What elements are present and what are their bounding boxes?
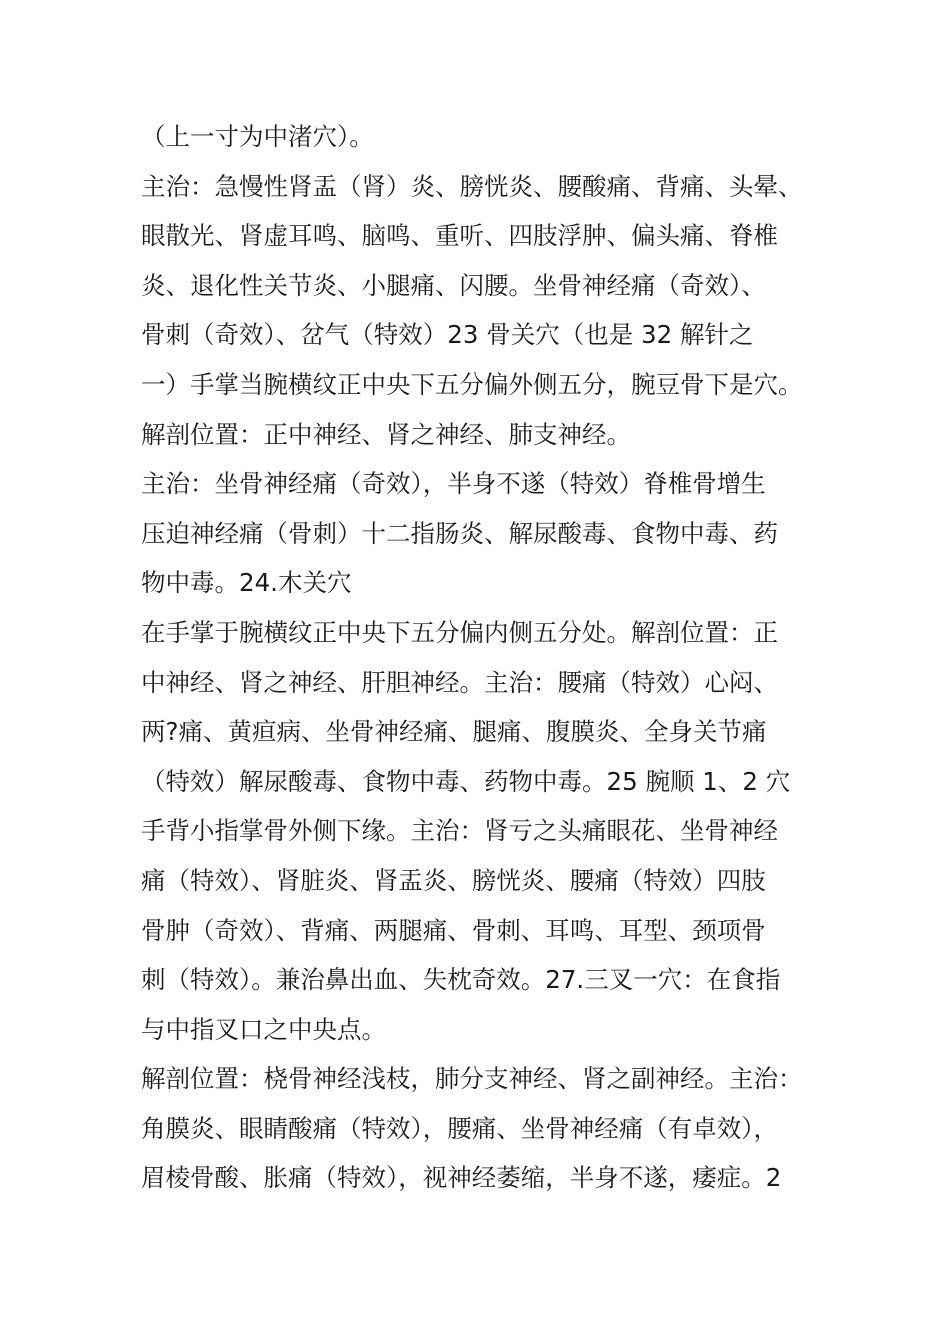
text-line: 一）手掌当腕横纹正中央下五分偏外侧五分，腕豆骨下是穴。	[141, 369, 803, 399]
text-line: （特效）解尿酸毒、食物中毒、药物中毒。25 腕顺 1、2 穴	[141, 766, 791, 796]
text-line: 解剖位置：桡骨神经浅枝，肺分支神经、肾之副神经。主治：	[141, 1064, 803, 1094]
text-line: 眉棱骨酸、胀痛（特效），视神经萎缩，半身不遂，痿症。2	[141, 1163, 782, 1193]
text-line: 主治：坐骨神经痛（奇效），半身不遂（特效）脊椎骨增生	[141, 469, 766, 499]
text-line: 炎、退化性关节炎、小腿痛、闪腰。坐骨神经痛（奇效）、	[141, 270, 766, 300]
text-line: 与中指叉口之中央点。	[141, 1014, 386, 1044]
text-line: 解剖位置：正中神经、肾之神经、肺支神经。	[141, 419, 631, 449]
text-line: 角膜炎、眼睛酸痛（特效），腰痛、坐骨神经痛（有卓效），	[141, 1113, 778, 1143]
body-text	[141, 112, 831, 1203]
text-line: 骨肿（奇效）、背痛、两腿痛、骨刺、耳鸣、耳型、颈项骨	[141, 915, 766, 945]
text-line: 眼散光、肾虚耳鸣、脑鸣、重听、四肢浮肿、偏头痛、脊椎	[141, 221, 778, 251]
text-line: 中神经、肾之神经、肝胆神经。主治：腰痛（特效）心闷、	[141, 667, 778, 697]
text-line: 在手掌于腕横纹正中央下五分偏内侧五分处。解剖位置：正	[141, 617, 778, 647]
text-line: 手背小指掌骨外侧下缘。主治：肾亏之头痛眼花、坐骨神经	[141, 816, 778, 846]
text-line: （上一寸为中渚穴）。	[141, 122, 374, 151]
text-line: 骨刺（奇效）、岔气（特效）23 骨关穴（也是 32 解针之	[141, 320, 754, 350]
text-line: 痛（特效）、肾脏炎、肾盂炎、膀恍炎、腰痛（特效）四肢	[141, 865, 766, 895]
text-line: 物中毒。24.木关穴	[141, 568, 352, 598]
text-line: 刺（特效）。兼治鼻出血、失枕奇效。27.三叉一穴：在食指	[141, 965, 781, 995]
text-line: 两?痛、黄疸病、坐骨神经痛、腿痛、腹膜炎、全身关节痛	[141, 717, 767, 747]
text-line: 主治：急慢性肾盂（肾）炎、膀恍炎、腰酸痛、背痛、头晕、	[141, 171, 803, 201]
text-line: 压迫神经痛（骨刺）十二指肠炎、解尿酸毒、食物中毒、药	[141, 518, 778, 548]
